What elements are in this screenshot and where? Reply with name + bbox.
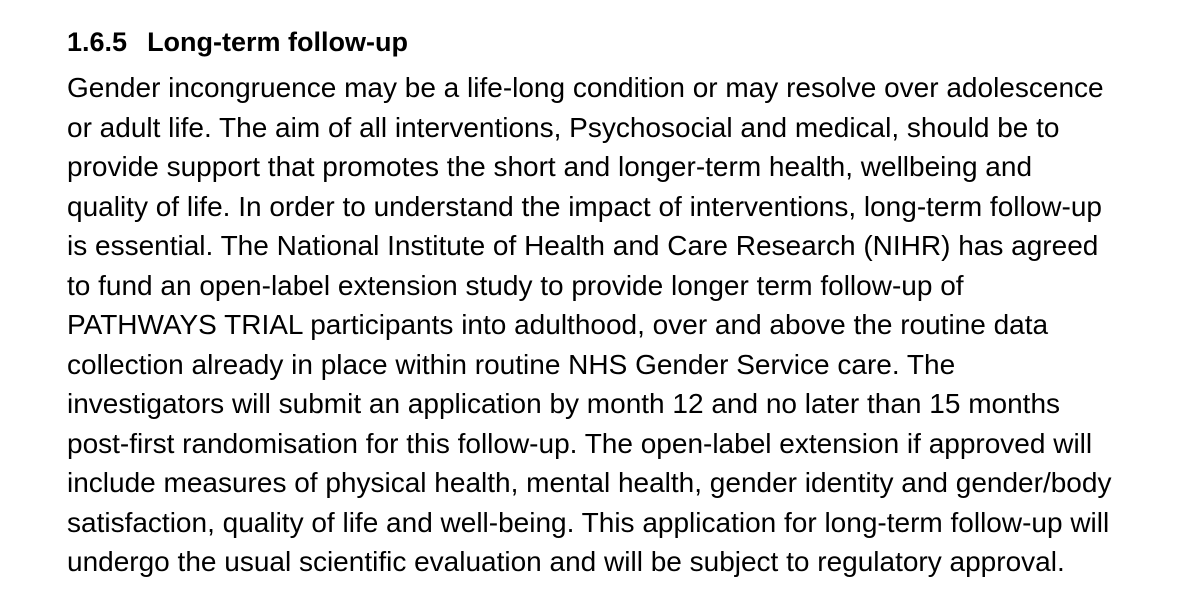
paragraph-line: Gender incongruence may be a life-long condition or may resolve over adolescence: [67, 72, 1104, 103]
paragraph-line: to fund an open-label extension study to provide longer term follow-up of: [67, 269, 964, 301]
paragraph-line: PATHWAYS TRIAL participants into adulthood, over and above the routine data: [67, 309, 1049, 340]
paragraph-line: is essential. The National Institute of Health and Care Research (NIHR) has agreed: [67, 230, 1099, 261]
paragraph-line: satisfaction, quality of life and well-being. This application for long-term follow-up will: [67, 506, 1110, 538]
paragraph-line: quality of life. In order to understand the impact of interventions, long-term follow-up: [67, 190, 1102, 222]
document-section: [67, 22, 1187, 582]
paragraph-line: post-first randomisation for this follow-up. The open-label extension if approved will: [67, 427, 1093, 459]
paragraph-line: provide support that promotes the short and longer-term health, wellbeing and: [67, 151, 1033, 182]
paragraph-line: collection already in place within routine NHS Gender Service care. The: [67, 348, 956, 380]
section-number: 1.6.5: [67, 27, 128, 57]
section-heading: [67, 22, 1187, 62]
paragraph-line: or adult life. The aim of all interventions, Psychosocial and medical, should be to: [67, 111, 1060, 143]
body-paragraph: [67, 68, 1187, 582]
paragraph-line: include measures of physical health, mental health, gender identity and gender/body: [67, 467, 1112, 498]
paragraph-line: undergo the usual scientific evaluation and will be subject to regulatory approval.: [67, 546, 1065, 577]
paragraph-line: investigators will submit an application by month 12 and no later than 15 months: [67, 388, 1061, 419]
section-title: Long-term follow-up: [147, 27, 409, 57]
